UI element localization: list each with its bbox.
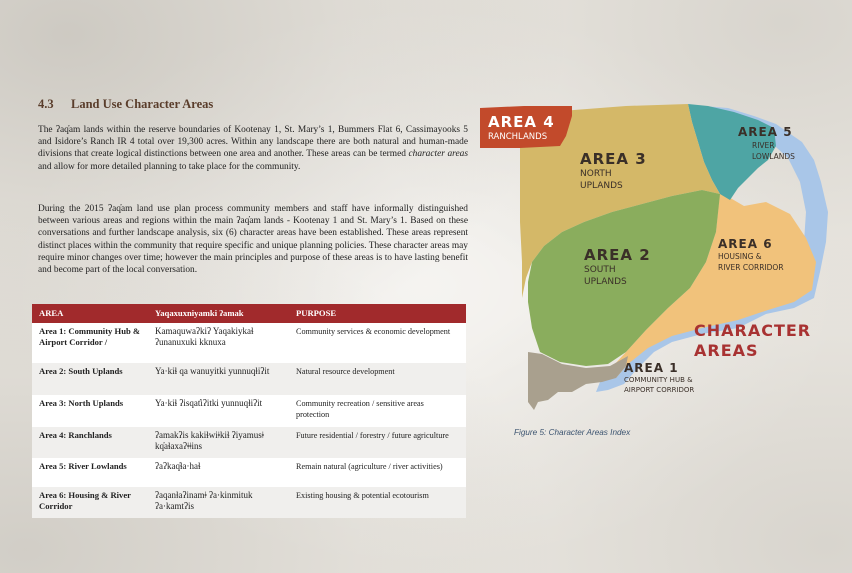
area2-title: AREA 2 xyxy=(584,246,651,264)
area6-sub2: RIVER CORRIDOR xyxy=(718,263,784,272)
header-purpose: PURPOSE xyxy=(289,304,466,323)
intro-text-emphasis: character areas xyxy=(408,149,468,160)
intro-text-before: The ʔaq̓am lands within the reserve boundaries of Kootenay 1, St. Mary’s 1, Bummers Flat 6, Cassimayooks 5 and Isidore’s Ranch IR 4 total over 19,300 acres. Within any landscape there are both natural and human-made divisions that create logical distinctions between one area and another. These areas can be termed xyxy=(38,125,468,160)
section-title: Land Use Character Areas xyxy=(71,97,214,111)
figure-caption: Figure 5: Character Areas Index xyxy=(514,428,631,437)
area5-sub1: RIVER xyxy=(752,141,775,150)
cell-area: Area 5: River Lowlands xyxy=(32,458,148,487)
process-paragraph: During the 2015 ʔaq̓am land use plan process community members and staff have informally distinguished between various areas and regions within the main ʔaq̓am lands - Kootenay 1 and St. Mary’s 1. Based on these conversations and further landscape analysis, six (6) character areas have been established. These areas represent distinct places within the community that require specific and unique planning policies. These character areas may require minor changes over time; however the main principles and purpose of these areas is to have lasting benefit and become part of the local conversation. xyxy=(38,204,468,276)
cell-area: Area 2: South Uplands xyxy=(32,363,148,395)
area5-sub2: LOWLANDS xyxy=(752,152,795,161)
intro-paragraph xyxy=(38,124,468,173)
area5-title: AREA 5 xyxy=(738,125,793,139)
area3-title: AREA 3 xyxy=(580,150,647,168)
header-area: AREA xyxy=(32,304,148,323)
cell-name: Ya·kiɬ ʔisqat̓iʔitki yunnuqⱡiʔit xyxy=(148,395,289,427)
cell-area: Area 4: Ranchlands xyxy=(32,427,148,458)
cell-area: Area 6: Housing & River Corridor xyxy=(32,487,148,518)
character-areas-table xyxy=(32,304,466,518)
intro-text-after: and allow for more detailed planning to take place for the community. xyxy=(38,161,301,172)
section-number: 4.3 xyxy=(38,97,54,111)
cell-purpose: Natural resource development xyxy=(289,363,466,395)
area1-sub1: COMMUNITY HUB & xyxy=(624,376,693,384)
cell-name: ʔaqanⱡaʔinamǂ ʔa·kinmituk ʔa·kamtʔis xyxy=(148,487,289,518)
area4-title: AREA 4 xyxy=(488,113,555,131)
area6-title: AREA 6 xyxy=(718,237,773,251)
cell-purpose: Remain natural (agriculture / river activities) xyxy=(289,458,466,487)
cell-area: Area 3: North Uplands xyxy=(32,395,148,427)
area1-title: AREA 1 xyxy=(624,361,679,375)
table-row xyxy=(32,487,466,518)
cell-purpose: Existing housing & potential ecotourism xyxy=(289,487,466,518)
area3-sub1: NORTH xyxy=(580,169,612,179)
table-row xyxy=(32,458,466,487)
area6-sub1: HOUSING & xyxy=(718,252,762,261)
table-header-row xyxy=(32,304,466,323)
area1-sub2: AIRPORT CORRIDOR xyxy=(624,386,695,394)
cell-name: ʔaʔkaq̓ɬa·haɬ xyxy=(148,458,289,487)
character-areas-map xyxy=(476,102,836,417)
cell-name: ʔamakʔis kakiɬwiǂkiɬ ʔiyamusǂ kq̓aɬaxaʔǂǂins xyxy=(148,427,289,458)
cell-name: Kamaquwaʔkiʔ Yaqakiykaɬ ʔunanuxuki kknuxa xyxy=(148,323,289,363)
section-heading xyxy=(38,97,213,112)
table-row xyxy=(32,323,466,363)
area2-sub2: UPLANDS xyxy=(584,277,627,287)
header-name: Yaqaxuxniyamki ʔamak xyxy=(148,304,289,323)
legend-character: CHARACTER xyxy=(694,321,812,340)
area4-sub: RANCHLANDS xyxy=(488,132,548,142)
cell-name: Ya·kiɬ qa wanuyitki yunnuqⱡiʔit xyxy=(148,363,289,395)
cell-area: Area 1: Community Hub & Airport Corridor / xyxy=(32,323,148,363)
legend-areas: AREAS xyxy=(694,341,759,360)
table-row xyxy=(32,363,466,395)
area2-sub1: SOUTH xyxy=(584,265,616,275)
area3-sub2: UPLANDS xyxy=(580,181,623,191)
cell-purpose: Community recreation / sensitive areas protection xyxy=(289,395,466,427)
cell-purpose: Community services & economic development xyxy=(289,323,466,363)
table-row xyxy=(32,395,466,427)
table-row xyxy=(32,427,466,458)
cell-purpose: Future residential / forestry / future agriculture xyxy=(289,427,466,458)
